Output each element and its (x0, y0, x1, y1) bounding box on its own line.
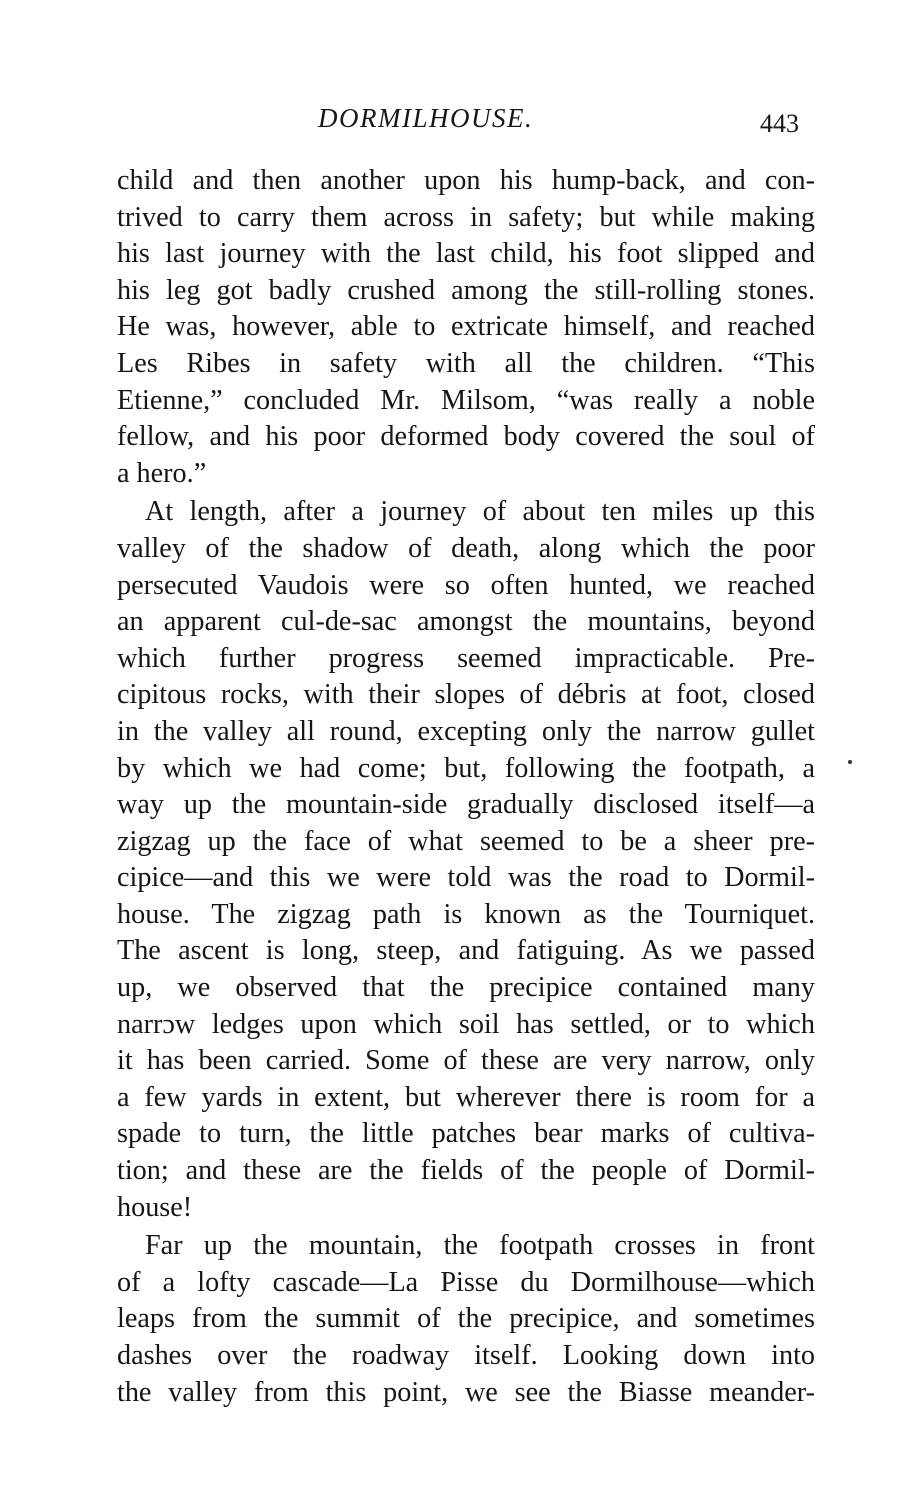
text-line: At length, after a journey of about ten miles up this (145, 496, 815, 528)
paragraph-1 (117, 163, 815, 492)
text-line: way up the mountain-side gradually disclosed itself—a (117, 789, 815, 821)
text-line: Les Ribes in safety with all the children. “This (117, 347, 815, 379)
text-line: The ascent is long, steep, and fatiguing. As we passed (117, 935, 815, 967)
text-line: a few yards in extent, but wherever there is room for a (117, 1081, 815, 1113)
text-line: which further progress seemed impracticable. Pre- (117, 642, 815, 674)
text-line: zigzag up the face of what seemed to be a sheer pre- (117, 825, 815, 857)
text-line: Etienne,” concluded Mr. Milsom, “was really a noble (117, 384, 815, 416)
text-line: a hero.” (117, 457, 207, 489)
text-line: of a lofty cascade—La Pisse du Dormilhouse—which (117, 1266, 815, 1298)
text-line: fellow, and his poor deformed body covered the soul of (117, 421, 815, 453)
text-line: house! (117, 1191, 193, 1223)
text-line: cipitous rocks, with their slopes of débris at foot, closed (117, 679, 815, 711)
text-line: his leg got badly crushed among the still-rolling stones. (117, 274, 815, 306)
text-line: Far up the mountain, the footpath crosses in front (145, 1230, 815, 1262)
text-line: tion; and these are the fields of the people of Dormil- (117, 1155, 815, 1187)
text-line: narrɔw ledges upon which soil has settled, or to which (117, 1008, 815, 1040)
text-line: persecuted Vaudois were so often hunted, we reached (117, 569, 815, 601)
text-line: house. The zigzag path is known as the Tourniquet. (117, 898, 815, 930)
text-line: trived to carry them across in safety; but while making (117, 201, 815, 233)
page-header (0, 98, 900, 138)
text-line: leaps from the summit of the precipice, and sometimes (117, 1303, 815, 1335)
page-number: 443 (760, 109, 799, 138)
text-line: it has been carried. Some of these are very narrow, only (117, 1045, 815, 1077)
paragraph-3 (117, 1228, 815, 1411)
text-line: his last journey with the last child, his foot slipped and (117, 238, 815, 270)
text-line: child and then another upon his hump-back, and con- (117, 165, 815, 196)
text-line: spade to turn, the little patches bear marks of cultiva- (117, 1118, 815, 1150)
text-line: valley of the shadow of death, along which the poor (117, 532, 815, 564)
text-line: by which we had come; but, following the footpath, a (117, 752, 815, 784)
text-line: up, we observed that the precipice contained many (117, 972, 815, 1004)
running-title: DORMILHOUSE. (318, 103, 534, 133)
text-line: an apparent cul-de-sac amongst the mountains, beyond (117, 606, 815, 638)
ink-speck (848, 760, 852, 764)
paragraph-2 (117, 494, 815, 1226)
text-line: cipice—and this we were told was the road to Dormil- (117, 862, 815, 894)
text-line: dashes over the roadway itself. Looking down into (117, 1340, 815, 1371)
body-text (117, 163, 815, 1411)
text-line: in the valley all round, excepting only the narrow gullet (117, 715, 815, 747)
text-line: the valley from this point, we see the Biasse meander- (117, 1376, 815, 1408)
text-line: He was, however, able to extricate himself, and reached (117, 311, 815, 343)
